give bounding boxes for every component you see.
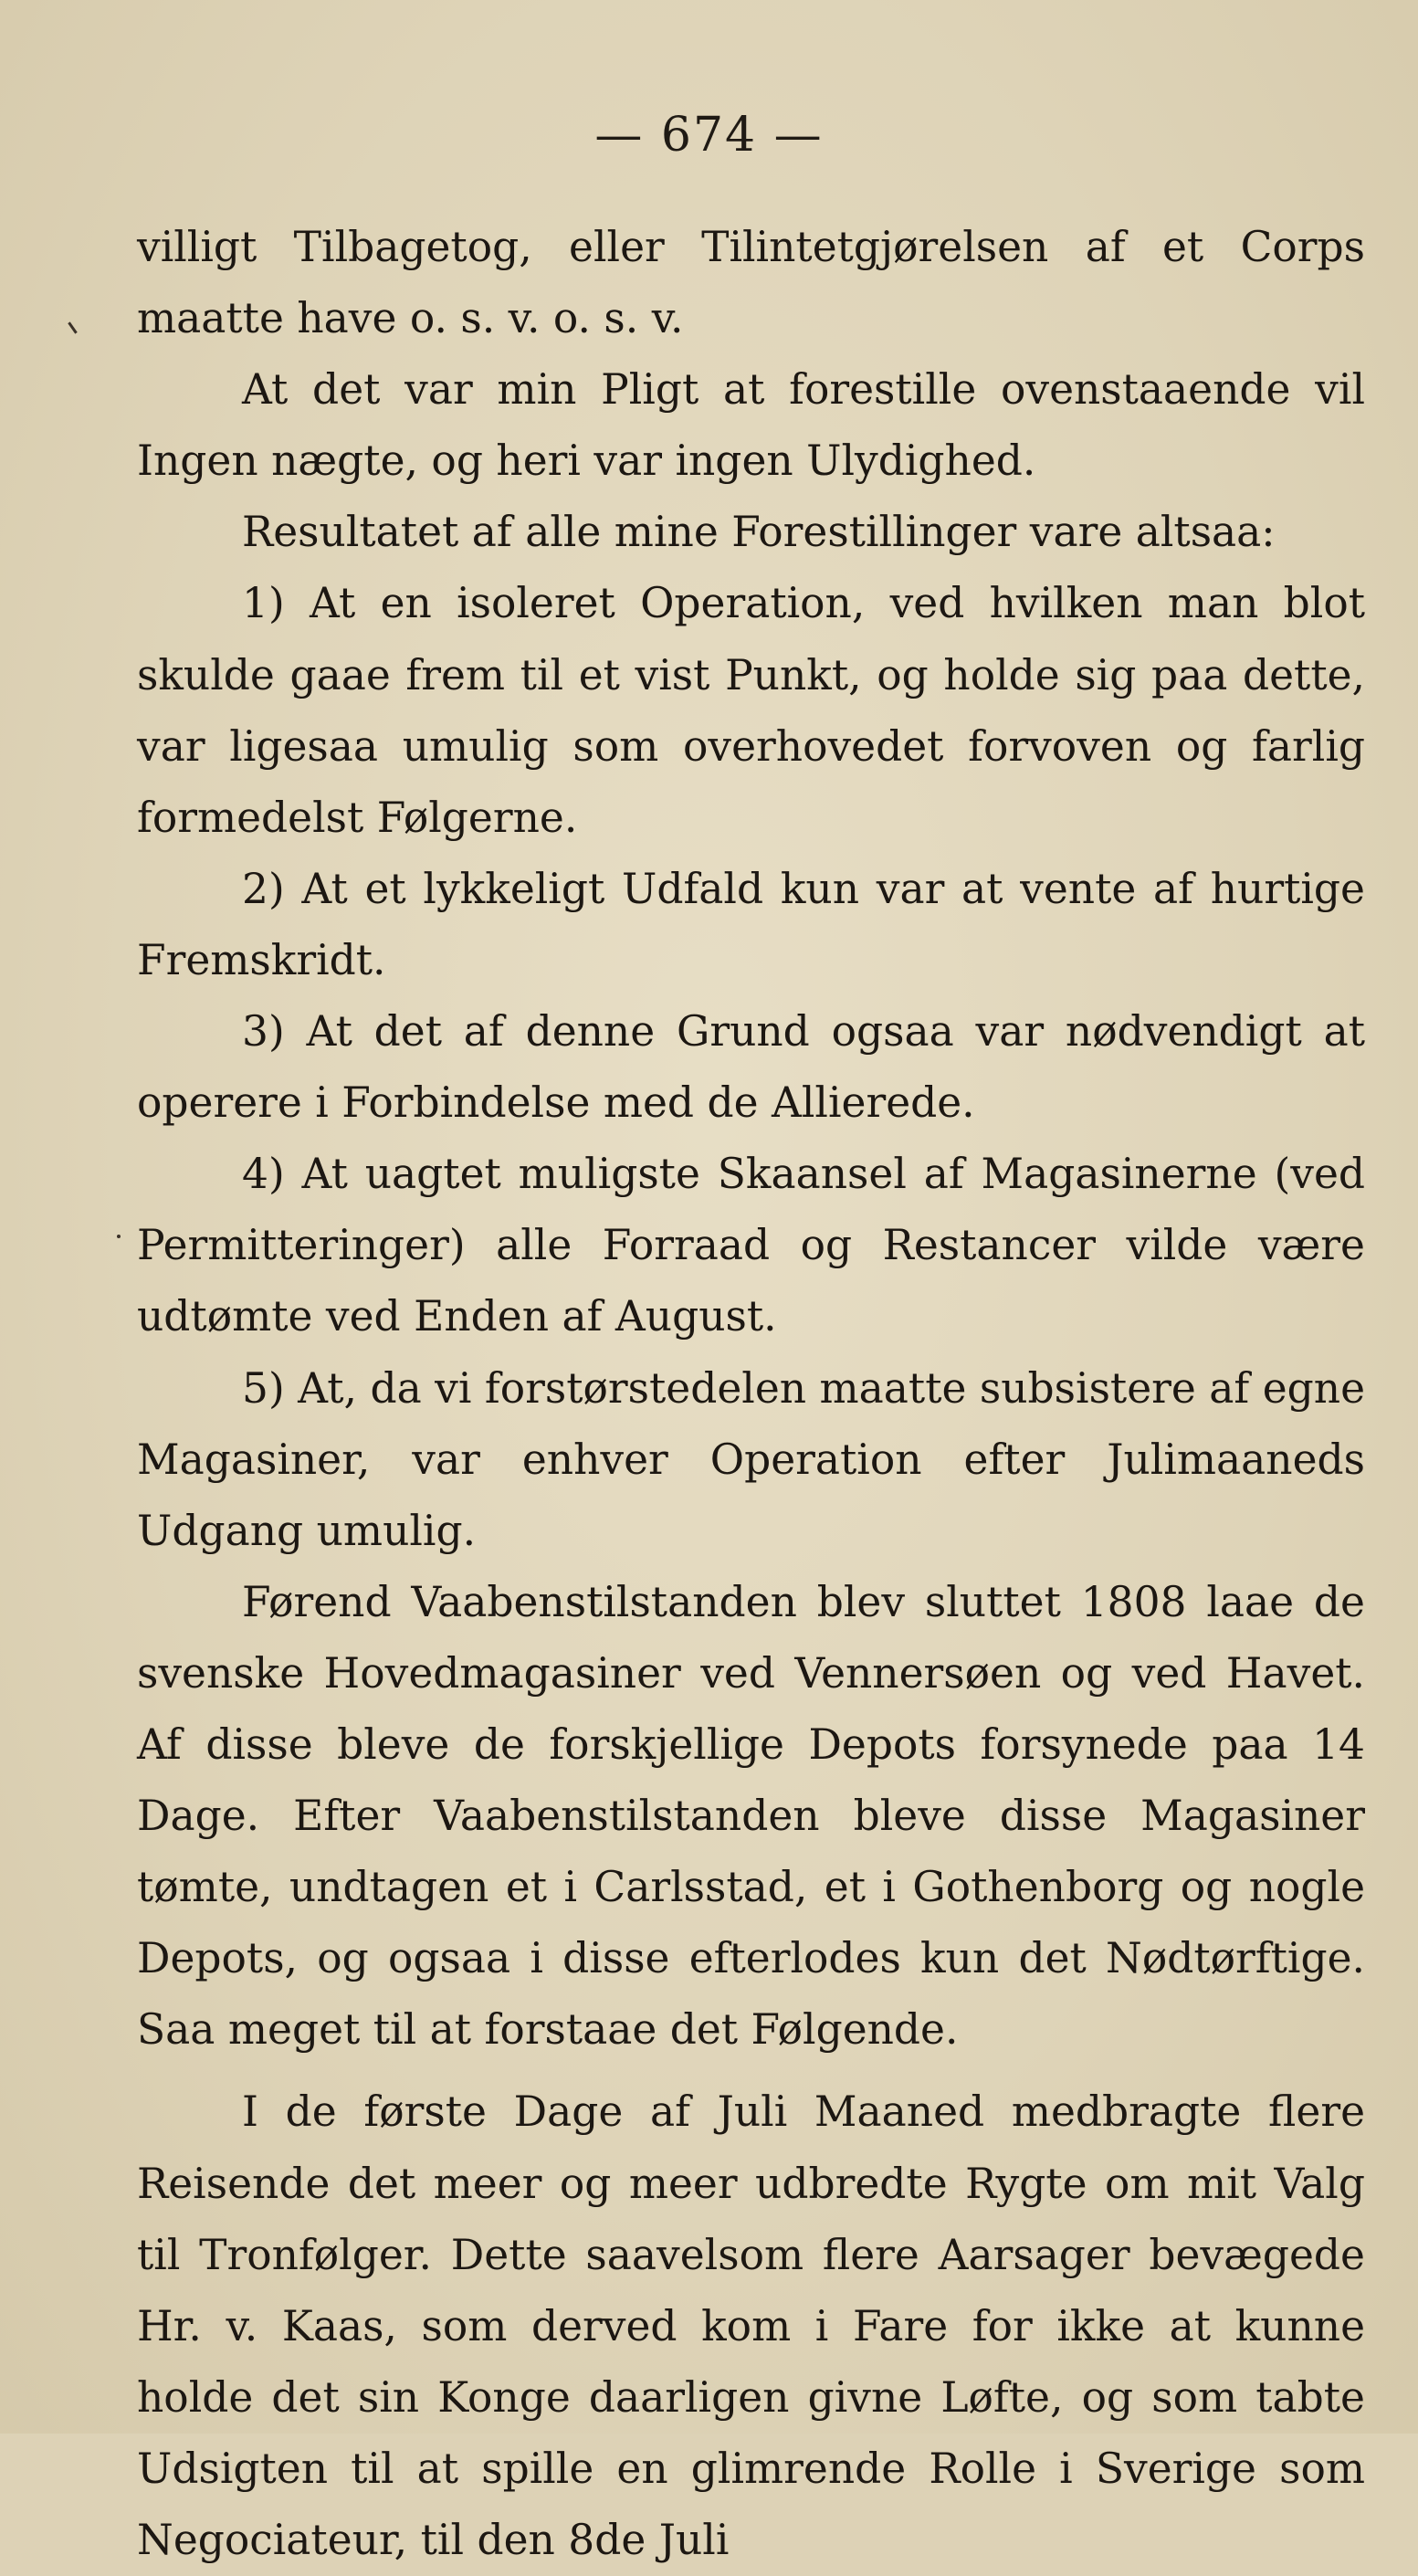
paragraph-duty: At det var min Pligt at forestille ovenstaaende vil Ingen nægte, og heri var ingen Ulydighed.: [137, 365, 1365, 486]
paragraph-july: I de første Dage af Juli Maaned medbragte flere Reisende det meer og meer udbredte Rygte om mit Valg til Tronfølger. Dette saavelsom flere Aarsager bevægede Hr. v. Kaas, som derved kom i Fare for ikke at kunne holde det sin Konge daarligen givne Løfte, og som tabte Udsigten til at spille en glimrende Rolle i Sverige som Negociateur, til den 8de Juli: [137, 2087, 1365, 2564]
paragraph-continuation: villigt Tilbagetog, eller Tilintetgjørelsen af et Corps maatte have o. s. v. o. s. v.: [137, 223, 1365, 343]
paragraph-point-3: 3) At det af denne Grund ogsaa var nødvendigt at operere i Forbindelse med de Allierede.: [137, 1007, 1365, 1128]
margin-dot: [117, 1235, 121, 1238]
paragraph-point-5: 5) At, da vi forstørstedelen maatte subsistere af egne Magasiner, var enhver Operation efter Julimaaneds Udgang umulig.: [137, 1363, 1365, 1555]
paragraph-point-1: 1) At en isoleret Operation, ved hvilken man blot skulde gaae frem til et vist Punkt, og holde sig paa dette, var ligesaa umulig som overhovedet forvoven og farlig formedelst Følgerne.: [137, 579, 1365, 842]
paragraph-point-2: 2) At et lykkeligt Udfald kun var at vente af hurtige Fremskridt.: [137, 864, 1365, 984]
paragraph-result: Resultatet af alle mine Forestillinger vare altsaa:: [242, 508, 1276, 557]
paragraph-armistice: Førend Vaabenstilstanden blev sluttet 1808 laae de svenske Hovedmagasiner ved Vennersøen og ved Havet. Af disse bleve de forskjellige Depots forsynede paa 14 Dage. Efter Vaabenstilstanden bleve disse Magasiner tømte, undtagen et i Carlsstad, et i Gothenborg og nogle Depots, og ogsaa i disse efterlodes kun det Nødtørftige. Saa meget til at forstaae det Følgende.: [137, 1577, 1365, 2055]
body-text: [137, 212, 1365, 2576]
paragraph-point-4: 4) At uagtet muligste Skaansel af Magasinerne (ved Permitteringer) alle Forraad og Restancer vilde være udtømte ved Enden af August.: [137, 1150, 1365, 1341]
margin-mark: [68, 321, 77, 333]
page-number: — 674 —: [594, 108, 824, 163]
